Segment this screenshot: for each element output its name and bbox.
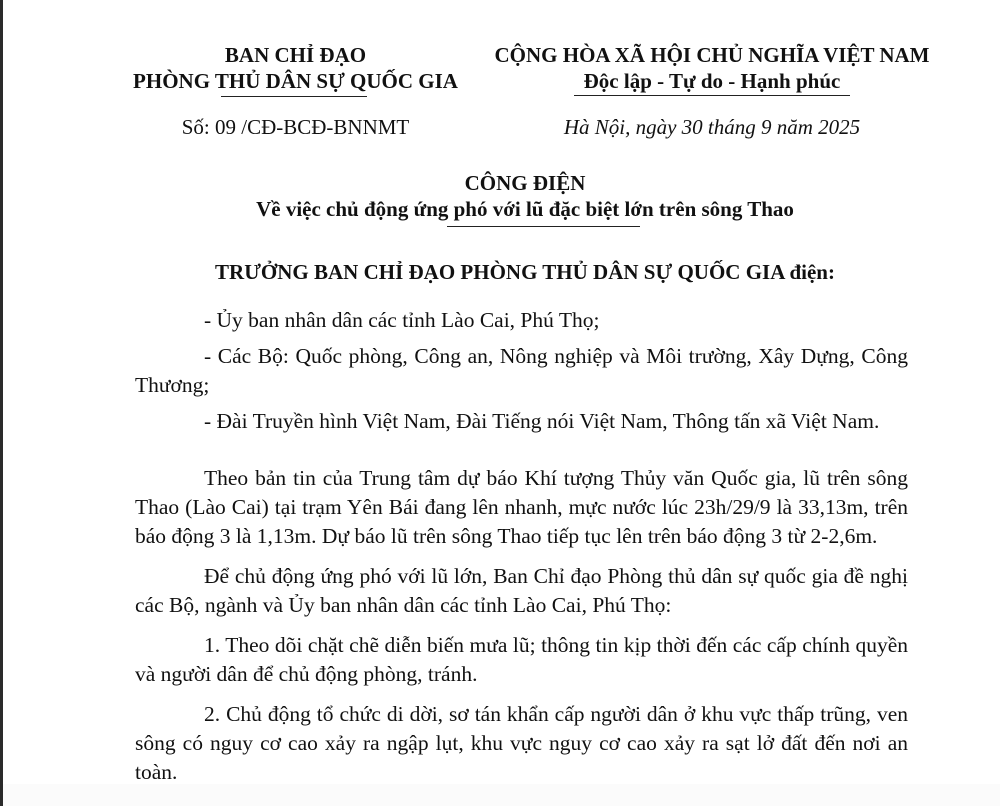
national-motto (482, 42, 942, 94)
subject-underline (447, 226, 640, 227)
document-number: Số: 09 /CĐ-BCĐ-BNNMT (181, 115, 410, 139)
agency-line-2: PHÒNG THỦ DÂN SỰ QUỐC GIA (133, 69, 458, 93)
recipient-list (135, 306, 908, 436)
agency-underline (221, 96, 367, 97)
recipient-item: - Các Bộ: Quốc phòng, Công an, Nông nghiệp và Môi trường, Xây Dựng, Công Thương; (135, 344, 908, 397)
country-name: CỘNG HÒA XÃ HỘI CHỦ NGHĨA VIỆT NAM (494, 43, 930, 67)
paragraph-item-2: 2. Chủ động tổ chức di dời, sơ tán khẩn cấp người dân ở khu vực thấp trũng, ven sông có nguy cơ cao xảy ra ngập lụt, khu vực nguy cơ cao xảy ra sạt lở đất đến nơi an toàn. (135, 702, 908, 784)
document-type: CÔNG ĐIỆN (464, 171, 586, 195)
paragraph-request: Để chủ động ứng phó với lũ lớn, Ban Chỉ đạo Phòng thủ dân sự quốc gia đề nghị các Bộ, ngành và Ủy ban nhân dân các tỉnh Lào Cai, Phú Thọ: (135, 564, 908, 617)
addressee-heading: TRƯỞNG BAN CHỈ ĐẠO PHÒNG THỦ DÂN SỰ QUỐC GIA điện: (215, 260, 835, 284)
paragraph-item-1: 1. Theo dõi chặt chẽ diễn biến mưa lũ; thông tin kịp thời đến các cấp chính quyền và người dân để chủ động phòng, tránh. (135, 633, 908, 686)
document-subject: Về việc chủ động ứng phó với lũ đặc biệt lớn trên sông Thao (256, 197, 794, 221)
issuing-agency (108, 42, 483, 94)
motto-underline (574, 95, 850, 96)
paragraph-forecast: Theo bản tin của Trung tâm dự báo Khí tượng Thủy văn Quốc gia, lũ trên sông Thao (Lào Cai) tại trạm Yên Bái đang lên nhanh, mực nước lúc 23h/29/9 là 33,13m, trên báo động 3 là 1,13m. Dự báo lũ trên sông Thao tiếp tục lên trên báo động 3 từ 2-2,6m. (135, 466, 908, 548)
recipient-item: - Đài Truyền hình Việt Nam, Đài Tiếng nói Việt Nam, Thông tấn xã Việt Nam. (204, 409, 880, 433)
place-date: Hà Nội, ngày 30 tháng 9 năm 2025 (563, 115, 861, 139)
recipient-item: - Ủy ban nhân dân các tỉnh Lào Cai, Phú Thọ; (204, 308, 600, 332)
motto: Độc lập - Tự do - Hạnh phúc (583, 69, 841, 93)
agency-line-1: BAN CHỈ ĐẠO (224, 43, 367, 67)
body-paragraphs (135, 464, 908, 787)
